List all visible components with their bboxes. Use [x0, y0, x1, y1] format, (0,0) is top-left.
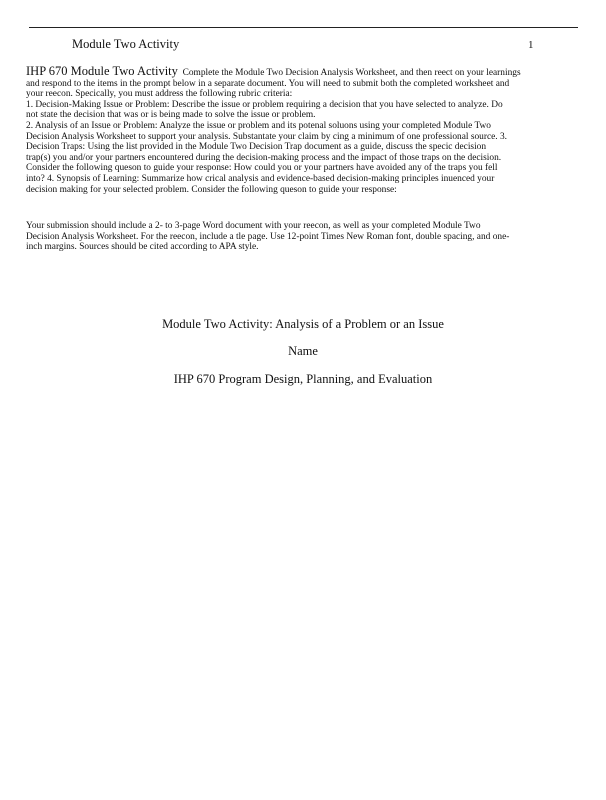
- prompt-line: not state the decision that was or is being made to solve the issue or problem.: [26, 110, 316, 121]
- submission-line: inch margins. Sources should be cited according to APA style.: [26, 242, 259, 253]
- prompt-line: Decision Traps: Using the list provided in the Module Two Decision Trap document as a guide, discuss the specic decision: [26, 142, 487, 153]
- prompt-line: 2. Analysis of an Issue or Problem: Analyze the issue or problem and its potenal soluons using your completed Module Two: [26, 120, 491, 131]
- prompt-line: trap(s) you and/or your partners encountered during the decision-making process and the impact of those traps on the decision.: [26, 152, 502, 163]
- submission-requirements: [26, 221, 582, 253]
- prompt-line: decision making for your selected problem. Consider the following queson to guide your response:: [26, 184, 397, 195]
- prompt-line: Consider the following queson to guide your response: How could you or your partners have avoided any of the traps you fell: [26, 163, 498, 174]
- course-title: IHP 670 Program Design, Planning, and Evaluation: [173, 372, 433, 386]
- prompt-line: into? 4. Synopsis of Learning: Summarize how crical analysis and evidence-based decision-making principles inuenced your: [26, 173, 495, 184]
- author-name: Name: [288, 344, 318, 358]
- assignment-prompt: [26, 66, 582, 195]
- prompt-line: 1. Decision-Making Issue or Problem: Describe the issue or problem requiring a decision that you have selected to analyze. Do: [26, 99, 503, 110]
- page-number: 1: [528, 39, 534, 51]
- submission-line: Decision Analysis Worksheet. For the reecon, include a tle page. Use 12-point Times New Roman font, double spacing, and one-: [26, 231, 510, 242]
- prompt-line: Decision Analysis Worksheet to support your analysis. Substantate your claim by cing a minimum of one professional source. 3.: [26, 131, 508, 142]
- prompt-line: Complete the Module Two Decision Analysis Worksheet, and then reect on your learnings: [182, 68, 521, 78]
- prompt-line: and respond to the items in the prompt below in a separate document. You will need to submit both the completed worksheet and: [26, 78, 510, 89]
- prompt-lead: IHP 670 Module Two Activity: [26, 64, 178, 78]
- submission-line: Your submission should include a 2- to 3-page Word document with your reecon, as well as your completed Module Two: [26, 221, 481, 231]
- running-head: Module Two Activity: [72, 37, 180, 51]
- header-rule: [29, 27, 578, 28]
- document-title: Module Two Activity: Analysis of a Problem or an Issue: [162, 317, 444, 331]
- prompt-line: your reecon. Specically, you must address the following rubric criteria:: [26, 89, 293, 100]
